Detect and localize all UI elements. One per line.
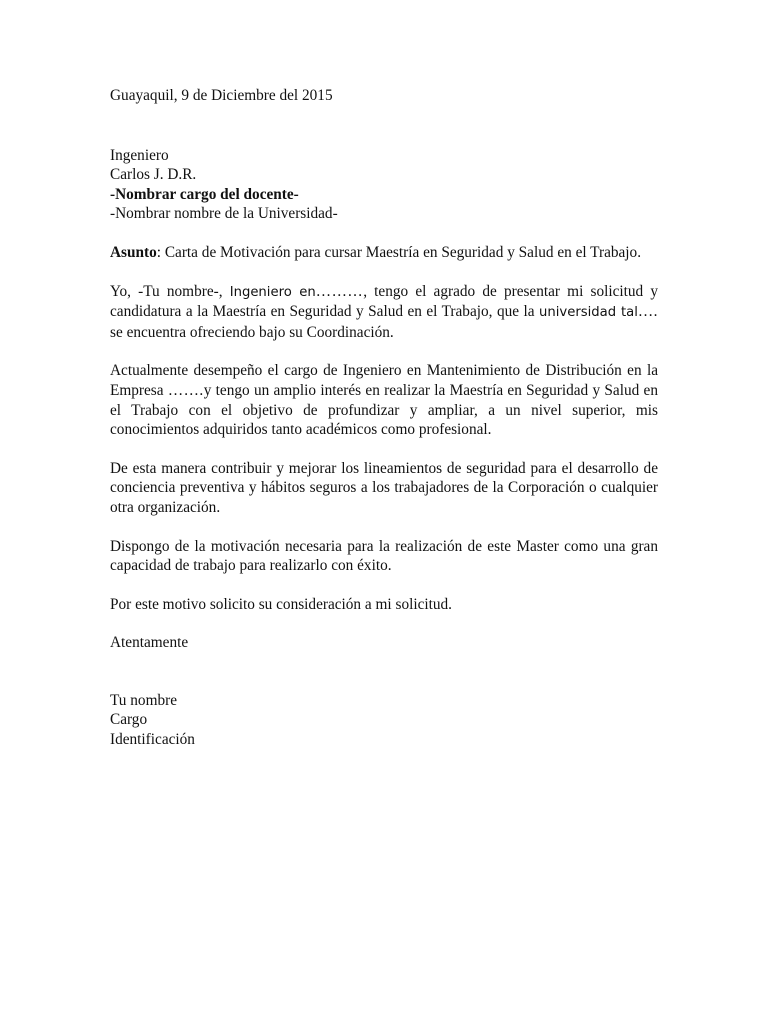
intro-dots-2: ….	[637, 303, 658, 321]
role-text-1: Actualmente desempeño el cargo de Ingeniero en Mantenimiento de Distribución en la Empresa	[110, 362, 658, 399]
intro-text-2: , tengo el agrado de presentar mi solicitud y candidatura a la Maestría en Seguridad y Salud en el Trabajo, que la	[110, 282, 659, 321]
signature-position: Cargo	[110, 711, 148, 729]
recipient-name: Carlos J. D.R.	[110, 166, 197, 184]
paragraph-request: Por este motivo solicito su consideración a mi solicitud.	[110, 595, 453, 613]
letter-date: Guayaquil, 9 de Diciembre del 2015	[110, 87, 333, 104]
letter-closing: Atentamente	[110, 634, 189, 652]
role-text-2: y tengo un amplio interés en realizar la Maestría en Seguridad y Salud en el Trabajo con el objetivo de profundizar y ampliar, a un nivel superior, mis conocimientos adquiridos tanto académicos como profesional.	[110, 381, 658, 439]
intro-university-placeholder: universidad tal	[539, 305, 638, 321]
signature-name: Tu nombre	[110, 691, 178, 709]
paragraph-introduction	[110, 282, 658, 343]
intro-text-3: se encuentra ofreciendo bajo su Coordinación.	[110, 323, 394, 341]
intro-dots-1: ………	[315, 282, 364, 300]
subject-text: : Carta de Motivación para cursar Maestría en Seguridad y Salud en el Trabajo.	[156, 243, 642, 261]
role-dots: …….	[167, 381, 204, 399]
recipient-position: -Nombrar cargo del docente-	[110, 185, 299, 203]
paragraph-contribution: De esta manera contribuir y mejorar los lineamientos de seguridad para el desarrollo de conciencia preventiva y hábitos seguros a los trabajadores de la Corporación o cualquier otra organización.	[110, 459, 658, 516]
signature-id: Identificación	[110, 731, 195, 749]
paragraph-motivation: Dispongo de la motivación necesaria para la realización de este Master como una gran capacidad de trabajo para realizarlo con éxito.	[110, 537, 658, 575]
subject-label: Asunto	[110, 243, 157, 261]
paragraph-current-role	[110, 361, 658, 439]
intro-profession-placeholder: Ingeniero en	[229, 284, 316, 300]
letter-body	[110, 86, 658, 750]
recipient-title: Ingeniero	[110, 146, 169, 164]
intro-text-1: Yo, -Tu nombre-,	[110, 282, 230, 300]
recipient-university: -Nombrar nombre de la Universidad-	[110, 205, 338, 223]
recipient-block	[110, 146, 658, 224]
subject-line	[110, 243, 658, 263]
signature-block	[110, 691, 658, 750]
